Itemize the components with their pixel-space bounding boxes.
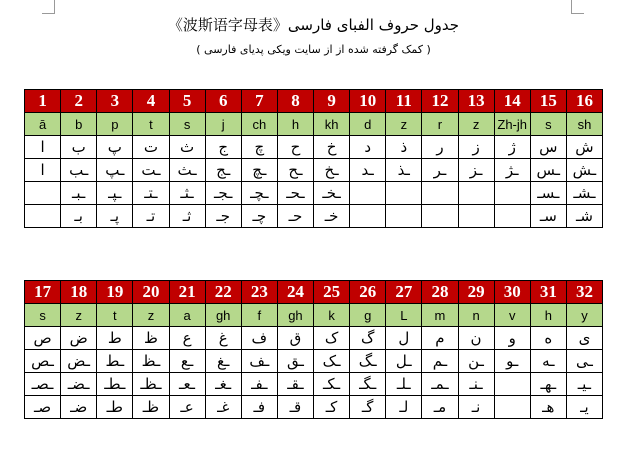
latin-cell: p (97, 113, 133, 136)
letter-form-cell: ه (530, 327, 566, 350)
letter-form-cell: و (494, 327, 530, 350)
latin-cell: n (458, 304, 494, 327)
letter-form-cell: ـغ (205, 350, 241, 373)
latin-cell: ā (25, 113, 61, 136)
letter-form-cell: ـعـ (169, 373, 205, 396)
letter-form-cell: صـ (25, 396, 61, 419)
letter-form-cell: قـ (277, 396, 313, 419)
latin-cell: s (530, 113, 566, 136)
letter-form-cell: ظـ (133, 396, 169, 419)
letter-form-cell (25, 205, 61, 228)
latin-cell: h (530, 304, 566, 327)
letter-form-cell: س (530, 136, 566, 159)
latin-cell: g (350, 304, 386, 327)
margin-mark-right (571, 0, 572, 14)
form-row (25, 327, 603, 350)
number-cell: 22 (205, 281, 241, 304)
letter-form-cell (494, 373, 530, 396)
letter-form-cell: چ (241, 136, 277, 159)
number-cell: 26 (350, 281, 386, 304)
letter-form-cell: ح (277, 136, 313, 159)
latin-cell: t (133, 113, 169, 136)
form-row (25, 182, 603, 205)
letter-form-cell: جـ (205, 205, 241, 228)
latin-cell: z (386, 113, 422, 136)
latin-cell: d (350, 113, 386, 136)
letter-form-cell: ـضـ (61, 373, 97, 396)
latin-cell: z (61, 304, 97, 327)
letter-form-cell: ـر (422, 159, 458, 182)
letter-form-cell (458, 182, 494, 205)
number-cell: 21 (169, 281, 205, 304)
letter-form-cell: عـ (169, 396, 205, 419)
letter-form-cell: ـچ (241, 159, 277, 182)
letter-form-cell: ظ (133, 327, 169, 350)
number-cell: 13 (458, 90, 494, 113)
letter-form-cell: ـظـ (133, 373, 169, 396)
letter-form-cell: م (422, 327, 458, 350)
letter-form-cell: فـ (241, 396, 277, 419)
margin-mark-left (54, 0, 55, 14)
latin-cell: k (314, 304, 350, 327)
letter-form-cell: چـ (241, 205, 277, 228)
letter-form-cell: ـد (350, 159, 386, 182)
letter-form-cell: ـض (61, 350, 97, 373)
letter-form-cell: پـ (97, 205, 133, 228)
number-cell: 30 (494, 281, 530, 304)
letter-form-cell: ـج (205, 159, 241, 182)
number-cell: 27 (386, 281, 422, 304)
letter-form-cell: پ (97, 136, 133, 159)
letter-form-cell: تـ (133, 205, 169, 228)
letter-form-cell: ثـ (169, 205, 205, 228)
letter-form-cell (350, 182, 386, 205)
letter-form-cell (25, 182, 61, 205)
letter-form-cell (494, 205, 530, 228)
number-cell: 31 (530, 281, 566, 304)
number-cell: 4 (133, 90, 169, 113)
letter-form-cell: ـیـ (566, 373, 602, 396)
letter-form-cell: ج (205, 136, 241, 159)
letter-form-cell: ک (314, 327, 350, 350)
latin-cell: h (277, 113, 313, 136)
number-cell: 11 (386, 90, 422, 113)
letter-form-cell: ر (422, 136, 458, 159)
letter-form-cell: خـ (314, 205, 350, 228)
letter-form-cell: ـق (277, 350, 313, 373)
letter-form-cell: ـلـ (386, 373, 422, 396)
letter-form-cell (494, 182, 530, 205)
letter-form-cell: غ (205, 327, 241, 350)
letter-form-cell: ـصـ (25, 373, 61, 396)
letter-form-cell: ـبـ (61, 182, 97, 205)
letter-form-cell: ـخ (314, 159, 350, 182)
letter-form-cell: ن (458, 327, 494, 350)
number-cell: 7 (241, 90, 277, 113)
letter-form-cell: شـ (566, 205, 602, 228)
letter-form-cell (458, 205, 494, 228)
letter-form-cell: نـ (458, 396, 494, 419)
letter-form-cell: ـجـ (205, 182, 241, 205)
letter-form-cell: ژ (494, 136, 530, 159)
letter-form-cell: ـل (386, 350, 422, 373)
letter-form-cell: ـف (241, 350, 277, 373)
letter-form-cell: ـذ (386, 159, 422, 182)
form-row (25, 136, 603, 159)
letter-form-cell: ب (61, 136, 97, 159)
letter-form-cell: ا (25, 136, 61, 159)
letter-form-cell: ـهـ (530, 373, 566, 396)
latin-cell: m (422, 304, 458, 327)
letter-form-cell: ـسـ (530, 182, 566, 205)
letter-form-cell: ـتـ (133, 182, 169, 205)
latin-cell: gh (277, 304, 313, 327)
letter-form-cell: ل (386, 327, 422, 350)
letter-form-cell: ـص (25, 350, 61, 373)
number-cell: 8 (277, 90, 313, 113)
letter-form-cell: گ (350, 327, 386, 350)
alphabet-table-2 (24, 280, 603, 419)
page-title: 《波斯语字母表》جدول حروف الفبای فارسی (167, 16, 460, 34)
letter-form-cell: ـم (422, 350, 458, 373)
number-cell: 20 (133, 281, 169, 304)
latin-row (25, 113, 603, 136)
letter-form-cell: ـپ (97, 159, 133, 182)
letter-form-cell: ـثـ (169, 182, 205, 205)
letter-form-cell: ـگـ (350, 373, 386, 396)
letter-form-cell: مـ (422, 396, 458, 419)
letter-form-cell: ـظ (133, 350, 169, 373)
letter-form-cell: ـکـ (314, 373, 350, 396)
letter-form-cell: ـژ (494, 159, 530, 182)
letter-form-cell: ـث (169, 159, 205, 182)
form-row (25, 205, 603, 228)
letter-form-cell: ـچـ (241, 182, 277, 205)
letter-form-cell: سـ (530, 205, 566, 228)
letter-form-cell: هـ (530, 396, 566, 419)
latin-cell: ch (241, 113, 277, 136)
letter-form-cell: کـ (314, 396, 350, 419)
letter-form-cell: ش (566, 136, 602, 159)
letter-form-cell (386, 182, 422, 205)
letter-form-cell: ط (97, 327, 133, 350)
latin-cell: s (25, 304, 61, 327)
letter-form-cell: ع (169, 327, 205, 350)
alphabet-table-1 (24, 89, 603, 228)
number-cell: 15 (530, 90, 566, 113)
letter-form-cell: ق (277, 327, 313, 350)
letter-form-cell: ـع (169, 350, 205, 373)
form-row (25, 373, 603, 396)
letter-form-cell: ـس (530, 159, 566, 182)
letter-form-cell: ـن (458, 350, 494, 373)
letter-form-cell: ـقـ (277, 373, 313, 396)
letter-form-cell: ث (169, 136, 205, 159)
letter-form-cell: ـک (314, 350, 350, 373)
letter-form-cell: ـط (97, 350, 133, 373)
number-cell: 32 (566, 281, 602, 304)
letter-form-cell: ـپـ (97, 182, 133, 205)
latin-cell: b (61, 113, 97, 136)
number-cell: 2 (61, 90, 97, 113)
latin-row (25, 304, 603, 327)
letter-form-cell: لـ (386, 396, 422, 419)
letter-form-cell: غـ (205, 396, 241, 419)
number-cell: 12 (422, 90, 458, 113)
letter-form-cell (386, 205, 422, 228)
number-cell: 14 (494, 90, 530, 113)
latin-cell: kh (314, 113, 350, 136)
latin-cell: gh (205, 304, 241, 327)
letter-form-cell: ت (133, 136, 169, 159)
number-cell: 18 (61, 281, 97, 304)
letter-form-cell: ـمـ (422, 373, 458, 396)
letter-form-cell (422, 205, 458, 228)
letter-form-cell: ضـ (61, 396, 97, 419)
letter-form-cell: حـ (277, 205, 313, 228)
letter-form-cell: ذ (386, 136, 422, 159)
number-row (25, 90, 603, 113)
letter-form-cell: خ (314, 136, 350, 159)
letter-form-cell: طـ (97, 396, 133, 419)
number-cell: 29 (458, 281, 494, 304)
letter-form-cell: ـو (494, 350, 530, 373)
number-cell: 23 (241, 281, 277, 304)
letter-form-cell: ـب (61, 159, 97, 182)
number-cell: 1 (25, 90, 61, 113)
number-cell: 24 (277, 281, 313, 304)
latin-cell: a (169, 304, 205, 327)
letter-form-cell: ی (566, 327, 602, 350)
letter-form-cell: ـفـ (241, 373, 277, 396)
letter-form-cell: د (350, 136, 386, 159)
letter-form-cell: ـغـ (205, 373, 241, 396)
form-row (25, 159, 603, 182)
form-row (25, 396, 603, 419)
number-cell: 5 (169, 90, 205, 113)
page-subtitle: ( کمک گرفته شده از از سایت ویکی پدیای فارسی ) (196, 43, 431, 56)
number-cell: 6 (205, 90, 241, 113)
letter-form-cell: ـی (566, 350, 602, 373)
letter-form-cell: ص (25, 327, 61, 350)
number-cell: 16 (566, 90, 602, 113)
letter-form-cell: یـ (566, 396, 602, 419)
letter-form-cell: ـش (566, 159, 602, 182)
letter-form-cell: ـشـ (566, 182, 602, 205)
number-cell: 19 (97, 281, 133, 304)
letter-form-cell: ـطـ (97, 373, 133, 396)
letter-form-cell (422, 182, 458, 205)
latin-cell: z (458, 113, 494, 136)
latin-cell: sh (566, 113, 602, 136)
letter-form-cell (350, 205, 386, 228)
latin-cell: L (386, 304, 422, 327)
latin-cell: Zh-jh (494, 113, 530, 136)
latin-cell: y (566, 304, 602, 327)
letter-form-cell: ـح (277, 159, 313, 182)
letter-form-cell: ـت (133, 159, 169, 182)
number-cell: 17 (25, 281, 61, 304)
letter-form-cell: ـز (458, 159, 494, 182)
latin-cell: t (97, 304, 133, 327)
letter-form-cell: ف (241, 327, 277, 350)
letter-form-cell (494, 396, 530, 419)
latin-cell: r (422, 113, 458, 136)
number-row (25, 281, 603, 304)
latin-cell: f (241, 304, 277, 327)
letter-form-cell: بـ (61, 205, 97, 228)
latin-cell: z (133, 304, 169, 327)
number-cell: 9 (314, 90, 350, 113)
number-cell: 25 (314, 281, 350, 304)
number-cell: 10 (350, 90, 386, 113)
letter-form-cell: ـنـ (458, 373, 494, 396)
latin-cell: j (205, 113, 241, 136)
letter-form-cell: ا (25, 159, 61, 182)
letter-form-cell: ز (458, 136, 494, 159)
latin-cell: v (494, 304, 530, 327)
letter-form-cell: ـحـ (277, 182, 313, 205)
form-row (25, 350, 603, 373)
latin-cell: s (169, 113, 205, 136)
letter-form-cell: ض (61, 327, 97, 350)
letter-form-cell: گـ (350, 396, 386, 419)
number-cell: 3 (97, 90, 133, 113)
number-cell: 28 (422, 281, 458, 304)
letter-form-cell: ـگ (350, 350, 386, 373)
letter-form-cell: ـخـ (314, 182, 350, 205)
letter-form-cell: ـه (530, 350, 566, 373)
